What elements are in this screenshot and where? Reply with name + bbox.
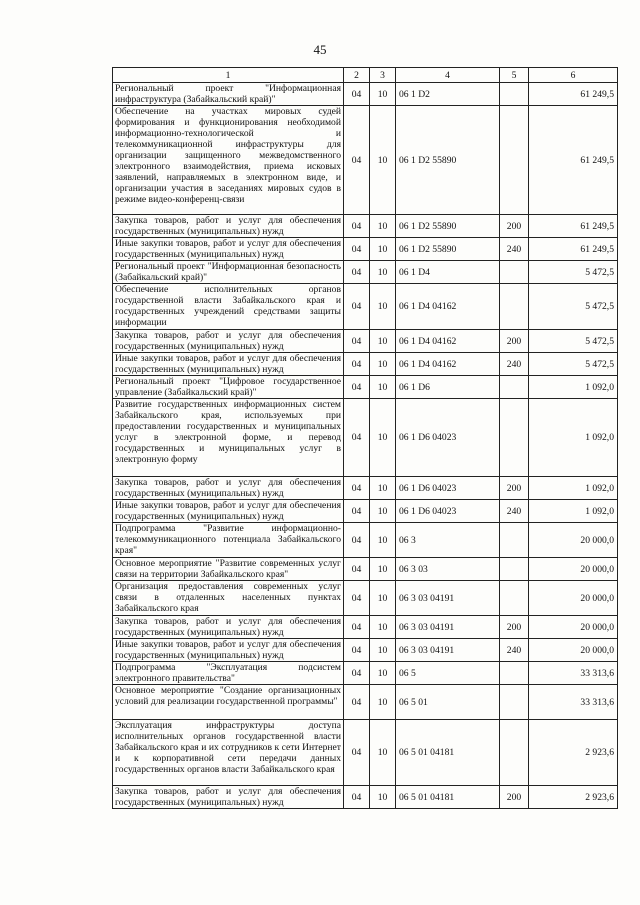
row-target-code: 06 1 D6 04023: [396, 500, 500, 523]
table-row: [113, 685, 618, 720]
row-section: 04: [344, 353, 370, 376]
row-name: Региональный проект "Информационная безопасность (Забайкальский край)": [113, 261, 344, 284]
row-target-code: 06 5: [396, 662, 500, 685]
row-expense-type: [500, 284, 529, 330]
row-target-code: 06 3: [396, 523, 500, 558]
table-row: [113, 639, 618, 662]
row-expense-type: [500, 685, 529, 720]
table-row: [113, 399, 618, 477]
page-number: 45: [313, 42, 327, 57]
row-amount: 20 000,0: [529, 558, 618, 581]
row-target-code: 06 1 D4: [396, 261, 500, 284]
row-amount: 1 092,0: [529, 500, 618, 523]
row-name: Подпрограмма "Развитие информационно-телекоммуникационного потенциала Забайкальского края": [113, 523, 344, 558]
row-expense-type: 200: [500, 477, 529, 500]
row-target-code: 06 5 01 04181: [396, 720, 500, 786]
row-amount: 20 000,0: [529, 616, 618, 639]
row-expense-type: 200: [500, 215, 529, 238]
row-subsection: 10: [370, 685, 396, 720]
table-row: [113, 330, 618, 353]
row-section: 04: [344, 83, 370, 106]
row-amount: 61 249,5: [529, 238, 618, 261]
row-target-code: 06 5 01: [396, 685, 500, 720]
column-header-subsection: 3: [370, 68, 396, 83]
row-subsection: 10: [370, 639, 396, 662]
table-row: [113, 616, 618, 639]
row-expense-type: [500, 83, 529, 106]
row-subsection: 10: [370, 284, 396, 330]
row-section: 04: [344, 215, 370, 238]
row-target-code: 06 3 03 04191: [396, 616, 500, 639]
row-target-code: 06 1 D2 55890: [396, 215, 500, 238]
row-name: Закупка товаров, работ и услуг для обеспечения государственных (муниципальных) нужд: [113, 215, 344, 238]
row-name: Региональный проект "Цифровое государственное управление (Забайкальский край)": [113, 376, 344, 399]
row-expense-type: [500, 106, 529, 215]
row-name: Иные закупки товаров, работ и услуг для обеспечения государственных (муниципальных) нужд: [113, 500, 344, 523]
row-target-code: 06 1 D6 04023: [396, 477, 500, 500]
table-row: [113, 106, 618, 215]
row-target-code: 06 3 03: [396, 558, 500, 581]
row-name: Основное мероприятие "Развитие современных услуг связи на территории Забайкальского края": [113, 558, 344, 581]
table-row: [113, 523, 618, 558]
row-section: 04: [344, 399, 370, 477]
row-subsection: 10: [370, 238, 396, 261]
row-target-code: 06 5 01 04181: [396, 786, 500, 809]
row-subsection: 10: [370, 83, 396, 106]
row-section: 04: [344, 523, 370, 558]
table-row: [113, 238, 618, 261]
row-subsection: 10: [370, 558, 396, 581]
row-expense-type: 240: [500, 238, 529, 261]
row-subsection: 10: [370, 376, 396, 399]
table-row: [113, 376, 618, 399]
table-row: [113, 662, 618, 685]
row-expense-type: [500, 399, 529, 477]
row-section: 04: [344, 685, 370, 720]
row-name: Иные закупки товаров, работ и услуг для обеспечения государственных (муниципальных) нужд: [113, 353, 344, 376]
row-expense-type: [500, 720, 529, 786]
row-subsection: 10: [370, 662, 396, 685]
table-row: [113, 477, 618, 500]
row-section: 04: [344, 284, 370, 330]
row-amount: 5 472,5: [529, 284, 618, 330]
row-expense-type: 200: [500, 616, 529, 639]
table-row: [113, 353, 618, 376]
row-expense-type: 240: [500, 639, 529, 662]
row-name: Подпрограмма "Эксплуатация подсистем электронного правительства": [113, 662, 344, 685]
row-name: Закупка товаров, работ и услуг для обеспечения государственных (муниципальных) нужд: [113, 616, 344, 639]
row-section: 04: [344, 238, 370, 261]
row-name: Закупка товаров, работ и услуг для обеспечения государственных (муниципальных) нужд: [113, 477, 344, 500]
row-amount: 20 000,0: [529, 581, 618, 616]
row-target-code: 06 1 D2 55890: [396, 238, 500, 261]
row-name: Обеспечение исполнительных органов государственной власти Забайкальского края и государственных учреждений средствами защиты информации: [113, 284, 344, 330]
row-name: Региональный проект "Информационная инфраструктура (Забайкальский край)": [113, 83, 344, 106]
table-row: [113, 261, 618, 284]
row-name: Закупка товаров, работ и услуг для обеспечения государственных (муниципальных) нужд: [113, 330, 344, 353]
row-section: 04: [344, 376, 370, 399]
column-header-name: 1: [113, 68, 344, 83]
table-row: [113, 581, 618, 616]
row-target-code: 06 1 D2 55890: [396, 106, 500, 215]
row-expense-type: 200: [500, 786, 529, 809]
row-subsection: 10: [370, 399, 396, 477]
row-amount: 5 472,5: [529, 330, 618, 353]
row-target-code: 06 1 D4 04162: [396, 330, 500, 353]
row-subsection: 10: [370, 616, 396, 639]
row-amount: 20 000,0: [529, 639, 618, 662]
row-name: Основное мероприятие "Создание организационных условий для реализации государственной программы": [113, 685, 344, 720]
row-section: 04: [344, 786, 370, 809]
row-amount: 61 249,5: [529, 215, 618, 238]
row-section: 04: [344, 106, 370, 215]
row-expense-type: [500, 376, 529, 399]
row-amount: 5 472,5: [529, 353, 618, 376]
row-section: 04: [344, 720, 370, 786]
row-name: Эксплуатация инфраструктуры доступа исполнительных органов государственной власти Забайкальского края и их сотрудников к сети Интернет и к корпоративной сети передачи данных государственных органов власти Забайкальского края: [113, 720, 344, 786]
row-name: Иные закупки товаров, работ и услуг для обеспечения государственных (муниципальных) нужд: [113, 639, 344, 662]
row-target-code: 06 3 03 04191: [396, 639, 500, 662]
row-name: Развитие государственных информационных систем Забайкальского края, используемых при предоставлении государственных и муниципальных услуг в электронной форме, и перевод государственных и муниципальных услуг в электронную форму: [113, 399, 344, 477]
column-header-section: 2: [344, 68, 370, 83]
row-subsection: 10: [370, 500, 396, 523]
row-subsection: 10: [370, 330, 396, 353]
row-section: 04: [344, 662, 370, 685]
row-amount: 1 092,0: [529, 477, 618, 500]
table-header-row: [113, 68, 618, 83]
row-amount: 20 000,0: [529, 523, 618, 558]
column-header-target-code: 4: [396, 68, 500, 83]
row-amount: 1 092,0: [529, 399, 618, 477]
row-subsection: 10: [370, 106, 396, 215]
budget-table: [112, 67, 618, 809]
row-subsection: 10: [370, 215, 396, 238]
row-expense-type: 200: [500, 330, 529, 353]
row-amount: 61 249,5: [529, 106, 618, 215]
table-row: [113, 215, 618, 238]
row-target-code: 06 1 D2: [396, 83, 500, 106]
column-header-expense-type: 5: [500, 68, 529, 83]
column-header-amount: 6: [529, 68, 618, 83]
row-amount: 2 923,6: [529, 720, 618, 786]
row-target-code: 06 3 03 04191: [396, 581, 500, 616]
row-name: Закупка товаров, работ и услуг для обеспечения государственных (муниципальных) нужд: [113, 786, 344, 809]
row-subsection: 10: [370, 720, 396, 786]
row-amount: 1 092,0: [529, 376, 618, 399]
row-amount: 5 472,5: [529, 261, 618, 284]
row-amount: 33 313,6: [529, 662, 618, 685]
row-target-code: 06 1 D6 04023: [396, 399, 500, 477]
row-expense-type: [500, 662, 529, 685]
row-target-code: 06 1 D4 04162: [396, 353, 500, 376]
row-target-code: 06 1 D4 04162: [396, 284, 500, 330]
row-target-code: 06 1 D6: [396, 376, 500, 399]
row-expense-type: 240: [500, 353, 529, 376]
table-row: [113, 284, 618, 330]
row-subsection: 10: [370, 477, 396, 500]
row-section: 04: [344, 581, 370, 616]
table-row: [113, 558, 618, 581]
table-row: [113, 500, 618, 523]
row-subsection: 10: [370, 523, 396, 558]
row-expense-type: [500, 581, 529, 616]
row-amount: 2 923,6: [529, 786, 618, 809]
row-section: 04: [344, 616, 370, 639]
row-expense-type: [500, 523, 529, 558]
row-amount: 61 249,5: [529, 83, 618, 106]
row-name: Организация предоставления современных услуг связи в отдаленных населенных пунктах Забайкальского края: [113, 581, 344, 616]
row-section: 04: [344, 639, 370, 662]
row-amount: 33 313,6: [529, 685, 618, 720]
table-row: [113, 786, 618, 809]
row-subsection: 10: [370, 261, 396, 284]
table-row: [113, 83, 618, 106]
table-row: [113, 720, 618, 786]
row-section: 04: [344, 500, 370, 523]
row-section: 04: [344, 261, 370, 284]
row-section: 04: [344, 477, 370, 500]
row-expense-type: [500, 261, 529, 284]
row-name: Обеспечение на участках мировых судей формирования и функционирования необходимой информационно-технологической и телекоммуникационной инфраструктуры для организации защищенного межведомственного электронного взаимодействия, приема исковых заявлений, направляемых в электронном виде, и организации участия в заседаниях мировых судов в режиме видео-конференц-связи: [113, 106, 344, 215]
row-subsection: 10: [370, 786, 396, 809]
row-subsection: 10: [370, 353, 396, 376]
row-section: 04: [344, 330, 370, 353]
row-subsection: 10: [370, 581, 396, 616]
row-section: 04: [344, 558, 370, 581]
row-name: Иные закупки товаров, работ и услуг для обеспечения государственных (муниципальных) нужд: [113, 238, 344, 261]
row-expense-type: 240: [500, 500, 529, 523]
row-expense-type: [500, 558, 529, 581]
